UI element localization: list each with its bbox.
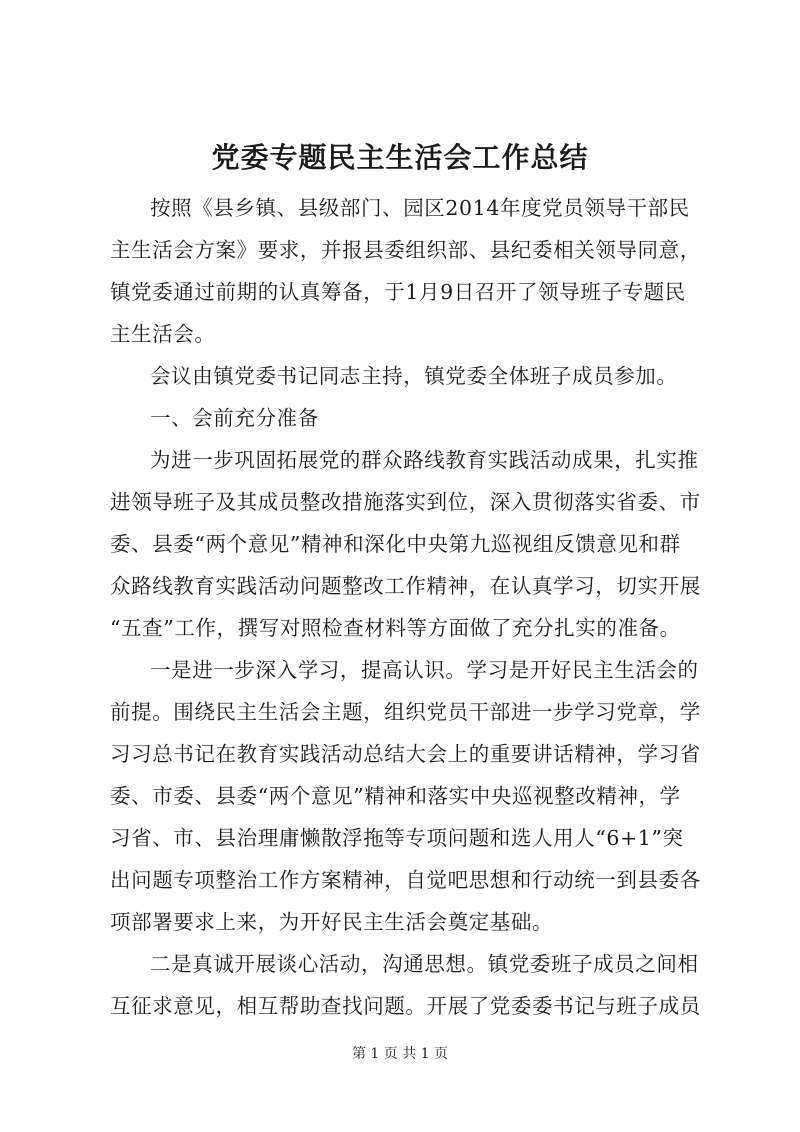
paragraph-line: 镇党委通过前期的认真筹备，于1月9日召开了领导班子专题民 — [110, 280, 686, 304]
document-title: 党委专题民主生活会工作总结 — [211, 141, 589, 174]
paragraph-line: 一是进一步深入学习，提高认识。学习是开好民主生活会的 — [150, 658, 699, 682]
paragraph-line: 为进一步巩固拓展党的群众路线教育实践活动成果，扎实推 — [150, 448, 699, 472]
section-heading: 一、会前充分准备 — [150, 406, 319, 430]
paragraph-line: 会议由镇党委书记同志主持，镇党委全体班子成员参加。 — [150, 364, 678, 388]
paragraph-line: 习省、市、县治理庸懒散浮拖等专项问题和选人用人“6+1”突 — [110, 826, 684, 850]
paragraph-line: 习习总书记在教育实践活动总结大会上的重要讲话精神，学习省 — [110, 742, 701, 766]
paragraph-line: 主生活会方案》要求，并报县委组织部、县纪委相关领导同意， — [110, 238, 701, 262]
paragraph-line: 众路线教育实践活动问题整改工作精神，在认真学习，切实开展 — [110, 574, 701, 598]
paragraph-line: 前提。围绕民主生活会主题，组织党员干部进一步学习党章，学 — [110, 700, 701, 724]
paragraph-line: 委、市委、县委“两个意见”精神和落实中央巡视整改精神，学 — [110, 784, 681, 808]
paragraph-line: 出问题专项整治工作方案精神，自觉吧思想和行动统一到县委各 — [110, 868, 701, 892]
paragraph-line: 二是真诚开展谈心活动，沟通思想。镇党委班子成员之间相 — [150, 952, 699, 976]
paragraph-line: 进领导班子及其成员整改措施落实到位，深入贯彻落实省委、市 — [110, 490, 701, 514]
paragraph-line: 互征求意见，相互帮助查找问题。开展了党委委书记与班子成员 — [110, 994, 701, 1018]
page-footer: 第 1 页 共 1 页 — [351, 1046, 449, 1062]
paragraph-line: “五查”工作，撰写对照检查材料等方面做了充分扎实的准备。 — [110, 616, 681, 640]
paragraph-line: 主生活会。 — [110, 322, 216, 346]
paragraph-line: 项部署要求上来，为开好民主生活会奠定基础。 — [110, 910, 554, 934]
paragraph-line: 按照《县乡镇、县级部门、园区2014年度党员领导干部民 — [150, 196, 690, 220]
paragraph-line: 委、县委“两个意见”精神和深化中央第九巡视组反馈意见和群 — [110, 532, 681, 556]
